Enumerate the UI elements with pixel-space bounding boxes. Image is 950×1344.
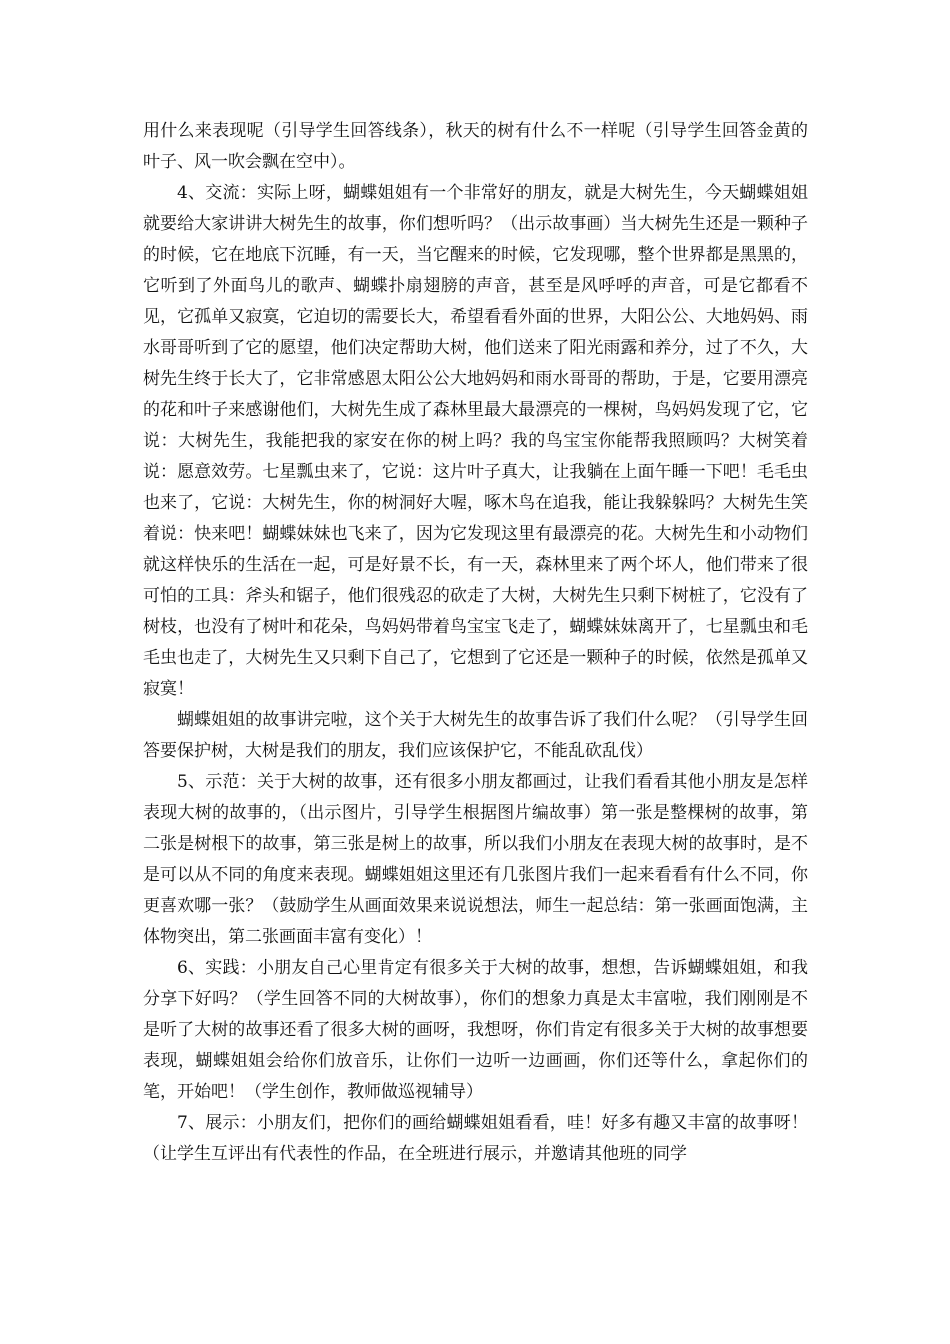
paragraph-step-5-demonstration: 5、示范：关于大树的故事，还有很多小朋友都画过，让我们看看其他小朋友是怎样表现大树的故事的，（出示图片，引导学生根据图片编故事）第一张是整棵树的故事，第二张是树根下的故事，第三张是树上的故事，所以我们小朋友在表现大树的故事时，是不是可以从不同的角度来表现。蝴蝶姐姐这里还有几张图片我们一起来看看有什么不同，你更喜欢哪一张？（鼓励学生从画面效果来说说想法，师生一起总结：第一张画面饱满，主体物突出，第二张画面丰富有变化）！ — [143, 772, 808, 947]
paragraph-continuation: 用什么来表现呢（引导学生回答线条），秋天的树有什么不一样呢（引导学生回答金黄的叶子、风一吹会飘在空中）。 — [143, 121, 808, 172]
paragraph-story-moral: 蝴蝶姐姐的故事讲完啦，这个关于大树先生的故事告诉了我们什么呢？（引导学生回答要保护树，大树是我们的朋友，我们应该保护它，不能乱砍乱伐） — [143, 710, 808, 761]
paragraph-step-6-practice: 6、实践：小朋友自己心里肯定有很多关于大树的故事，想想，告诉蝴蝶姐姐，和我分享下好吗？（学生回答不同的大树故事），你们的想象力真是太丰富啦，我们刚刚是不是听了大树的故事还看了很多大树的画呀，我想呀，你们肯定有很多关于大树的故事想要表现，蝴蝶姐姐会给你们放音乐，让你们一边听一边画画，你们还等什么，拿起你们的笔，开始吧！（学生创作，教师做巡视辅导） — [143, 958, 808, 1102]
document-body — [143, 116, 808, 1170]
paragraph-step-7-display: 7、展示：小朋友们，把你们的画给蝴蝶姐姐看看，哇！好多有趣又丰富的故事呀！（让学生互评出有代表性的作品，在全班进行展示，并邀请其他班的同学 — [143, 1113, 808, 1164]
paragraph-step-4-exchange: 4、交流：实际上呀，蝴蝶姐姐有一个非常好的朋友，就是大树先生，今天蝴蝶姐姐就要给大家讲讲大树先生的故事，你们想听吗？（出示故事画）当大树先生还是一颗种子的时候，它在地底下沉睡，有一天，当它醒来的时候，它发现哪，整个世界都是黑黑的，它听到了外面鸟儿的歌声、蝴蝶扑扇翅膀的声音，甚至是风呼呼的声音，可是它都看不见，它孤单又寂寞，它迫切的需要长大，希望看看外面的世界，大阳公公、大地妈妈、雨水哥哥听到了它的愿望，他们决定帮助大树，他们送来了阳光雨露和养分，过了不久，大树先生终于长大了，它非常感恩太阳公公大地妈妈和雨水哥哥的帮助，于是，它要用漂亮的花和叶子来感谢他们，大树先生成了森林里最大最漂亮的一棵树，鸟妈妈发现了它，它说：大树先生，我能把我的家安在你的树上吗？我的鸟宝宝你能帮我照顾吗？大树笑着说：愿意效劳。七星瓢虫来了，它说：这片叶子真大，让我躺在上面午睡一下吧！毛毛虫也来了，它说：大树先生，你的树洞好大喔，啄木鸟在追我，能让我躲躲吗？大树先生笑着说：快来吧！蝴蝶妹妹也飞来了，因为它发现这里有最漂亮的花。大树先生和小动物们就这样快乐的生活在一起，可是好景不长，有一天，森林里来了两个坏人，他们带来了很可怕的工具：斧头和锯子，他们很残忍的砍走了大树，大树先生只剩下树桩了，它没有了树枝，也没有了树叶和花朵，鸟妈妈带着鸟宝宝飞走了，蝴蝶妹妹离开了，七星瓢虫和毛毛虫也走了，大树先生又只剩下自己了，它想到了它还是一颗种子的时候，依然是孤单又寂寞！ — [143, 183, 808, 699]
